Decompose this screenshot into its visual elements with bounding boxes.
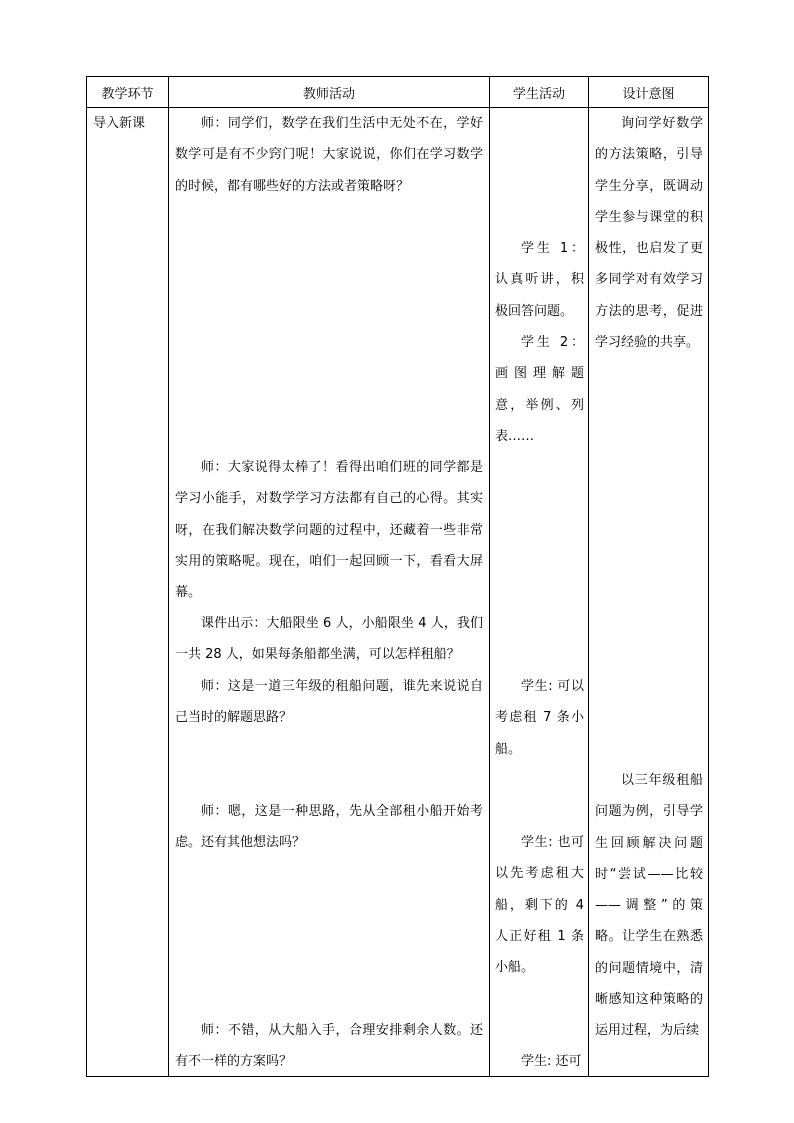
student-paragraph: 学生: 也可以先考虑租大船，剩下的 4 人正好租 1 条小船。: [495, 835, 584, 976]
teacher-paragraph: 师：嗯，这是一种思路，先从全部租小船开始考虑。还有其他想法吗？: [175, 804, 483, 851]
intent-paragraph: 以三年级租船问题为例，引导学生回顾解决问题时“尝试——比较——调整”的策略。让学生在熟悉的问题情境中，清晰感知这种策略的运用过程，为后续: [595, 773, 703, 1039]
stage-text: 导入新课: [93, 116, 146, 131]
student-paragraph: 学生 2：画图理解题意，举例、列表……: [495, 335, 584, 444]
teacher-paragraph: 师：同学们，数学在我们生活中无处不在，学好数学可是有不少窍门呢！大家说说，你们在学习数学的时候，都有哪些好的方法或者策略呀？: [175, 116, 483, 194]
header-student-activity: 学生活动: [490, 77, 589, 108]
design-intent-cell: [589, 108, 709, 1077]
intent-paragraph: 询问学好数学的方法策略，引导学生分享，既调动学生参与课堂的积极性，也启发了更多同学对有效学习方法的思考，促进学习经验的共享。: [595, 116, 703, 351]
header-row: [87, 77, 709, 108]
teacher-paragraph: 课件出示：大船限坐 6 人，小船限坐 4 人，我们一共 28 人，如果每条船都坐满，可以怎样租船？: [175, 616, 483, 663]
teacher-activity-cell: [169, 108, 490, 1077]
header-stage: 教学环节: [87, 77, 169, 108]
teacher-paragraph: 师：不错，从大船入手，合理安排剩余人数。还有不一样的方案吗？: [175, 1023, 483, 1070]
lesson-plan-table: [86, 76, 709, 1077]
body-row: [87, 108, 709, 1077]
teacher-paragraph: 师：这是一道三年级的租船问题，谁先来说说自己当时的解题思路？: [175, 679, 483, 726]
student-paragraph: 学生 1：认真听讲，积极回答问题。: [495, 241, 584, 319]
student-paragraph: 学生: 还可: [521, 1054, 582, 1069]
student-activity-cell: [490, 108, 589, 1077]
student-paragraph: 学生: 可以考虑租 7 条小船。: [495, 679, 584, 757]
header-design-intent: 设计意图: [589, 77, 709, 108]
stage-cell: [87, 108, 169, 1077]
header-teacher-activity: 教师活动: [169, 77, 490, 108]
teacher-paragraph: 师：大家说得太棒了！看得出咱们班的同学都是学习小能手，对数学学习方法都有自己的心得。其实呀，在我们解决数学问题的过程中，还藏着一些非常实用的策略呢。现在，咱们一起回顾一下，看看大屏幕。: [175, 460, 483, 601]
